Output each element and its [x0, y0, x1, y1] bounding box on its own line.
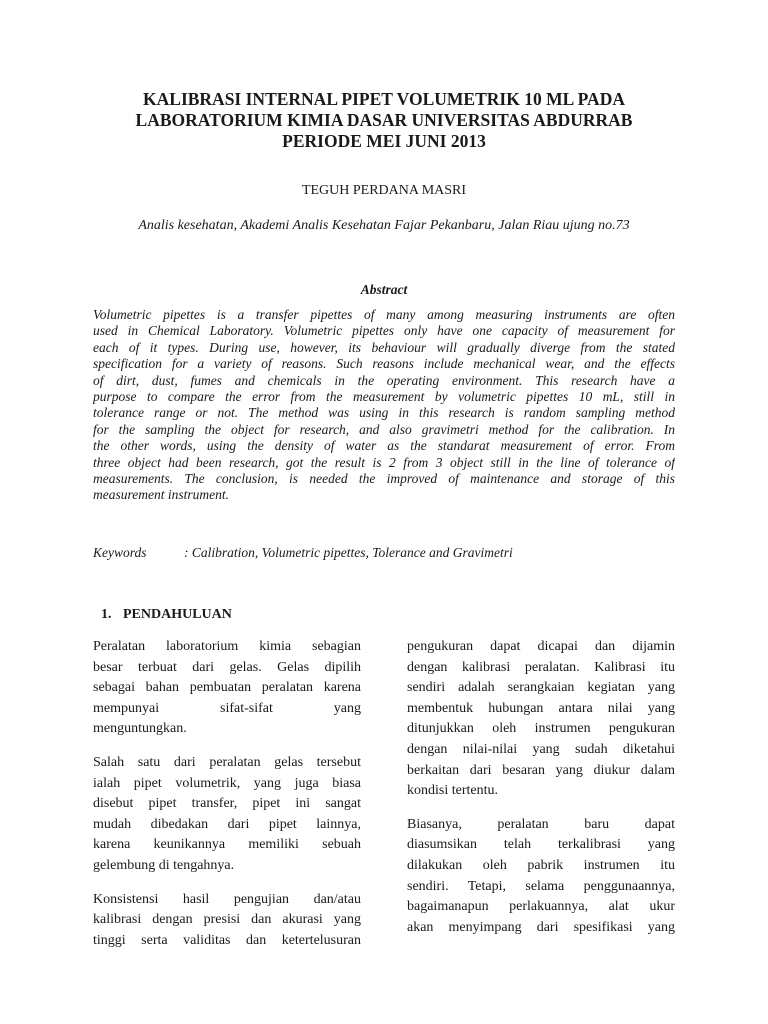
abstract-line: the other words, using the density of water as the standarat measurement of error. From [93, 438, 675, 454]
body-line: ialah pipet volumetrik, yang juga biasa [93, 775, 361, 791]
body-line: Biasanya, peralatan baru dapat [407, 816, 675, 832]
abstract-body [93, 307, 675, 504]
author-name: TEGUH PERDANA MASRI [301, 183, 467, 198]
paper-title-line: KALIBRASI INTERNAL PIPET VOLUMETRIK 10 ML PADA [143, 89, 625, 109]
paper-title-line: LABORATORIUM KIMIA DASAR UNIVERSITAS ABDURRAB [135, 110, 633, 130]
abstract-line: each of it types. During use, however, its behaviour will gradually diverge from the stated [93, 339, 675, 355]
body-line: dengan kalibrasi peralatan. Kalibrasi itu [407, 659, 675, 675]
body-line: Salah satu dari peralatan gelas tersebut [93, 754, 361, 770]
body-line: akan menyimpang dari spesifikasi yang [407, 919, 675, 935]
body-paragraph [93, 890, 361, 952]
abstract-line: specification for a variety of reasons. Such reasons include mechanical wear, and the effects [93, 356, 675, 372]
body-line: dilakukan oleh pabrik instrumen itu [407, 857, 675, 873]
paper-title [90, 89, 678, 152]
section-title: PENDAHULUAN [123, 607, 232, 622]
author-affiliation: Analis kesehatan, Akademi Analis Kesehatan Fajar Pekanbaru, Jalan Riau ujung no.73 [138, 218, 630, 233]
body-line: mempunyai sifat-sifat yang [93, 700, 361, 716]
body-line: pengukuran dapat dicapai dan dijamin [407, 639, 675, 654]
abstract-line: for the sampling the object for research, and also gravimetri method for the calibration. In [93, 421, 675, 437]
abstract-line: measurements. The conclusion, is needed the improved of maintenance and storage of this [93, 470, 675, 486]
body-line: besar terbuat dari gelas. Gelas dipilih [93, 659, 361, 675]
body-line: membentuk hubungan antara nilai yang [407, 700, 675, 716]
body-line: diasumsikan telah terkalibrasi yang [407, 837, 675, 853]
body-paragraph [93, 753, 361, 877]
left-column [93, 637, 361, 964]
section-number: 1. [101, 607, 112, 622]
body-line: ditunjukkan oleh instrumen pengukuran [407, 721, 675, 737]
body-line: kalibrasi dengan presisi dan akurasi yang [93, 912, 361, 928]
keywords-value: : Calibration, Volumetric pipettes, Tolerance and Gravimetri [184, 545, 513, 560]
body-line: mudah dibedakan dari pipet lainnya, [93, 816, 361, 832]
body-paragraph [93, 637, 361, 740]
body-line: Peralatan laboratorium kimia sebagian [93, 639, 361, 654]
body-paragraph [407, 815, 675, 939]
body-paragraph [407, 637, 675, 802]
body-line: karena keunikannya memiliki sebuah [93, 837, 361, 853]
abstract-line: three object had been research, got the result is 2 from 3 object still in the line of tolerance of [93, 454, 675, 470]
body-line: bagaimanapun perlakuannya, alat ukur [407, 899, 675, 915]
right-column [407, 637, 675, 951]
body-line: menguntungkan. [93, 721, 187, 737]
body-line: Konsistensi hasil pengujian dan/atau [93, 891, 361, 907]
abstract-line: of dirt, dust, fumes and chemicals in the operating environment. This research have a [93, 372, 675, 388]
body-line: berkaitan dari besaran yang diukur dalam [407, 762, 675, 778]
body-line: sendiri. Tetapi, selama penggunaannya, [407, 878, 675, 894]
keywords [93, 544, 675, 562]
body-line: gelembung di tengahnya. [93, 857, 235, 873]
body-line: kondisi tertentu. [407, 783, 498, 799]
abstract-heading: Abstract [360, 282, 408, 297]
paper-title-line: PERIODE MEI JUNI 2013 [282, 131, 486, 151]
abstract-line: tolerance range or not. The method was using in this research is random sampling method [93, 405, 675, 421]
abstract-line: used in Chemical Laboratory. Volumetric pipettes only have one capacity of measurement for [93, 323, 675, 339]
abstract-line: measurement instrument. [93, 487, 229, 503]
abstract-line: Volumetric pipettes is a transfer pipettes of many among measuring instruments are often [93, 307, 675, 322]
abstract-line: purpose to compare the error from the measurement by volumetric pipettes 10 mL, still in [93, 388, 675, 404]
body-line: disebut pipet transfer, pipet ini sangat [93, 796, 361, 812]
body-line: sebagai bahan pembuatan peralatan karena [93, 680, 361, 696]
body-line: dengan nilai-nilai yang sudah diketahui [407, 741, 675, 757]
section-heading [101, 606, 232, 624]
body-line: tinggi serta validitas dan ketertelusuran [93, 932, 361, 948]
keywords-label: Keywords [93, 545, 147, 560]
body-line: sendiri adalah serangkaian kegiatan yang [407, 680, 675, 696]
